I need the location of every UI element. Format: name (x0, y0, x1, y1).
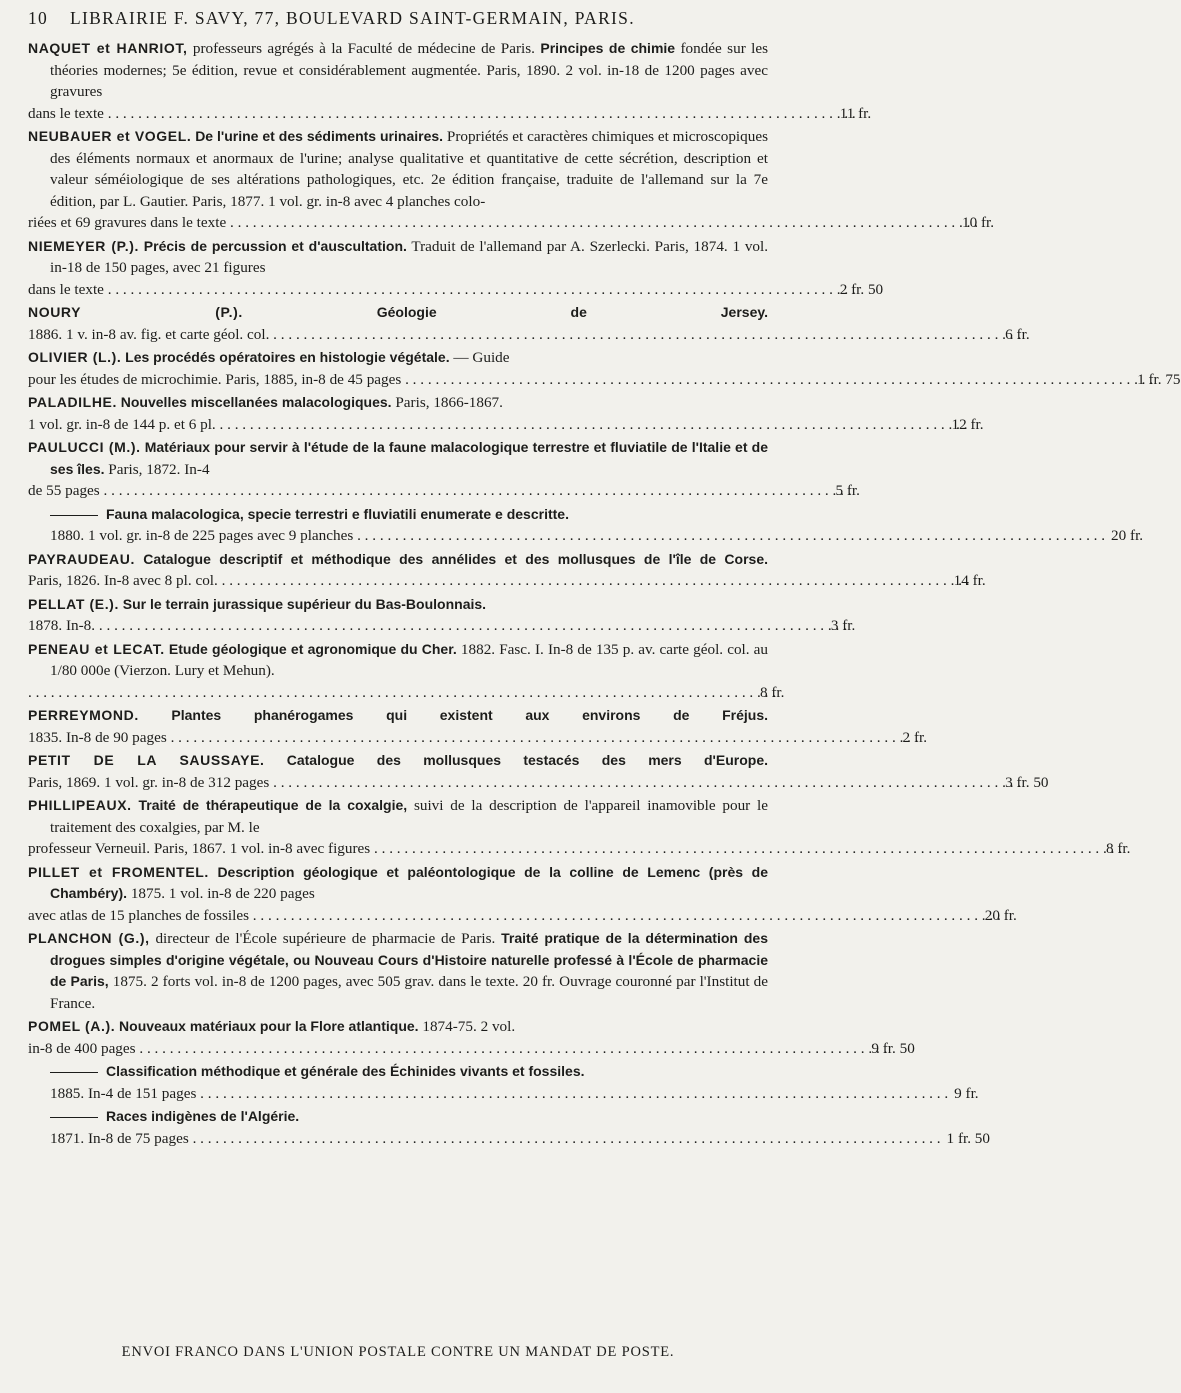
catalog-entry (28, 302, 1030, 345)
entry-price: 10 fr. (961, 214, 995, 231)
entry-price: 6 fr. (1005, 325, 1030, 343)
catalog-entry (28, 795, 1131, 860)
catalog-entry (28, 750, 1049, 793)
entry-author: PAYRAUDEAU. (28, 550, 135, 567)
catalog-entry (28, 126, 995, 234)
entry-text: Propriétés et caractères chimiques et microscopiques des éléments normaux et anormaux de l'urine; analyse qualitative et quantitative de cette sécrétion, description et valeur séméiologique de ses altérations pathologiques, etc. 2e édition française, traduite de l'allemand sur la 7e édition, par L. Gautier. Paris, 1877. 1 vol. gr. in-8 avec 4 planches colo- (50, 128, 768, 210)
catalog-entry (28, 347, 1181, 390)
entry-author: PELLAT (E.). (28, 595, 119, 612)
entry-author: NEUBAUER et VOGEL. (28, 128, 192, 144)
catalog-entry (28, 928, 768, 1014)
entry-price: 8 fr. (1105, 840, 1131, 857)
entry-text (139, 707, 172, 724)
entry-text (243, 304, 377, 321)
entry-price-line (28, 615, 856, 637)
entry-price-line (28, 727, 928, 749)
entry-price: 20 fr. (1111, 527, 1144, 544)
entry-title: De l'urine et des sédiments urinaires. (195, 128, 444, 144)
catalog-entry (28, 1016, 915, 1059)
catalog-entry (28, 504, 1144, 547)
entry-price-line (28, 1038, 915, 1060)
entry-author: PENEAU et LECAT. (28, 640, 165, 657)
entry-price: 3 fr. 50 (1005, 773, 1049, 791)
entry-last-line: dans le texte (28, 104, 104, 122)
entry-last-line: 1880. 1 vol. gr. in-8 de 225 pages avec 9 planches (50, 527, 354, 544)
entry-text: 1874-75. 2 vol. (418, 1018, 516, 1035)
entry-last-line: 1885. In-4 de 151 pages (50, 1084, 197, 1102)
entry-price: 20 fr. (984, 906, 1017, 924)
entry-title: Géologie de Jersey. (376, 304, 768, 320)
entry-last-line: Paris, 1826. In-8 avec 8 pl. col. (28, 572, 218, 589)
entry-text: 1875. 1 vol. in-8 de 220 pages (127, 885, 315, 902)
entry-price-line (50, 525, 1144, 547)
entry-last-line: in-8 de 400 pages (28, 1039, 136, 1057)
entry-last-line: dans le texte (28, 280, 104, 298)
entry-price: 1 fr. 50 (946, 1129, 990, 1147)
entry-author: NIEMEYER (P.). (28, 237, 140, 254)
entry-author: POMEL (A.). (28, 1018, 116, 1034)
entry-price-line (28, 480, 860, 502)
catalog-entries (28, 38, 1181, 1151)
dot-leader (28, 772, 1021, 794)
dot-leader (28, 838, 1122, 860)
entry-last-line: riées et 69 gravures dans le texte (28, 214, 227, 231)
running-title: LIBRAIRIE F. SAVY, 77, BOULEVARD SAINT-GERMAIN, PARIS. (70, 8, 635, 28)
entry-price: 12 fr. (951, 415, 984, 433)
entry-text: Paris, 1872. In-4 (104, 460, 210, 478)
entry-title: Plantes phanérogames qui existent aux environs de Fréjus. (171, 707, 768, 723)
entry-last-line: 1886. 1 v. in-8 av. fig. et carte géol. col. (28, 325, 270, 343)
dot-leader (28, 324, 1021, 346)
entry-last-line: pour les études de microchimie. Paris, 1885, in-8 de 45 pages (28, 370, 402, 388)
entry-price: 11 fr. (839, 104, 872, 122)
entry-price-line (28, 324, 1030, 346)
entry-price: 9 fr. 50 (871, 1039, 915, 1057)
entry-price-line (28, 905, 1017, 927)
dot-leader (28, 727, 919, 749)
page-header (28, 8, 768, 29)
catalog-entry (28, 1061, 979, 1104)
entry-text: professeurs agrégés à la Faculté de médecine de Paris. (187, 40, 541, 57)
catalog-entry (28, 639, 785, 704)
entry-title: Précis de percussion et d'auscultation. (143, 237, 407, 254)
entry-text: 1875. 2 forts vol. in-8 de 1200 pages, avec 505 grav. dans le texte. 20 fr. Ouvrage couronné par l'Institut de France. (50, 973, 768, 1012)
dot-leader (28, 905, 1001, 927)
entry-last-line: 1878. In-8. (28, 617, 96, 634)
catalog-entry (28, 705, 928, 748)
entry-text: directeur de l'École supérieure de pharmacie de Paris. (149, 930, 502, 947)
entry-price-line (28, 570, 986, 592)
entry-author: NAQUET et HANRIOT, (28, 40, 188, 56)
entry-last-line: 1835. In-8 de 90 pages (28, 728, 167, 746)
entry-price-line (28, 279, 884, 301)
entry-price-line (28, 838, 1131, 860)
entry-author: PAULUCCI (M.). (28, 439, 141, 455)
entry-text: — Guide (449, 349, 510, 366)
catalog-entry (28, 862, 1017, 927)
entry-text: Paris, 1866-1867. (391, 394, 503, 411)
ditto-dash (50, 1117, 98, 1118)
entry-title: Etude géologique et agronomique du Cher. (168, 640, 457, 657)
dot-leader (50, 1128, 941, 1150)
entry-author: PETIT DE LA SAUSSAYE. (28, 752, 265, 768)
entry-title: Nouveaux matériaux pour la Flore atlantique. (119, 1018, 419, 1034)
entry-title: Classification méthodique et générale des Échinides vivants et fossiles. (106, 1063, 585, 1079)
entry-price-line (28, 212, 995, 234)
dot-leader (28, 369, 1153, 391)
entry-last-line: avec atlas de 15 planches de fossiles (28, 906, 249, 924)
entry-title: Traité de thérapeutique de la coxalgie, (138, 797, 408, 813)
entry-author: NOURY (P.). (28, 304, 243, 320)
entry-price-line (50, 1083, 979, 1105)
dot-leader (28, 570, 970, 592)
entry-title: Fauna malacologica, specie terrestri e fluviatili enumerate e descritte. (106, 505, 569, 522)
dot-leader (28, 414, 968, 436)
dot-leader (28, 1038, 887, 1060)
catalog-entry (28, 1106, 990, 1149)
entry-title: Sur le terrain jurassique supérieur du Bas-Boulonnais. (122, 595, 487, 612)
entry-price-line (28, 414, 984, 436)
entry-title: Les procédés opératoires en histologie végétale. (125, 349, 450, 365)
entry-price-line (28, 772, 1049, 794)
entry-title: Matériaux pour servir à l'étude de la faune malacologique terrestre et fluviatile de l'Italie et de ses îles. (50, 439, 769, 477)
entry-title: Catalogue descriptif et méthodique des annélides et des mollusques de l'île de Corse. (143, 550, 769, 567)
ditto-dash (50, 1072, 98, 1073)
entry-last-line: de 55 pages (28, 482, 100, 499)
entry-text (135, 551, 143, 568)
entry-price: 2 fr. (902, 728, 928, 746)
dot-leader (28, 103, 856, 125)
entry-price-line (28, 369, 1181, 391)
entry-price-line (50, 682, 785, 704)
entry-price: 14 fr. (953, 572, 986, 589)
entry-author: PHILLIPEAUX. (28, 797, 132, 813)
ditto-dash (50, 515, 98, 516)
page-footer: ENVOI FRANCO DANS L'UNION POSTALE CONTRE UN MANDAT DE POSTE. (121, 1344, 675, 1360)
dot-leader (28, 212, 978, 234)
entry-title: Nouvelles miscellanées malacologiques. (120, 394, 392, 410)
entry-price: 2 fr. 50 (839, 280, 884, 298)
entry-author: PLANCHON (G.), (28, 930, 150, 946)
entry-text (265, 752, 287, 769)
entry-price: 8 fr. (759, 683, 785, 701)
entry-title: Description géologique et paléontologique de la colline de Lemenc (près de Chambéry). (50, 863, 768, 901)
entry-last-line: professeur Verneuil. Paris, 1867. 1 vol. in-8 avec figures (28, 840, 371, 857)
dot-leader (28, 279, 856, 301)
dot-leader (50, 1083, 948, 1105)
entry-title: Catalogue des mollusques testacés des mers d'Europe. (286, 752, 769, 768)
entry-author: PILLET et FROMENTEL. (28, 863, 209, 880)
dot-leader (28, 480, 851, 502)
entry-author: PALADILHE. (28, 394, 117, 410)
entry-price: 1 fr. 75 (1137, 370, 1181, 388)
entry-price-line (50, 1128, 990, 1150)
entry-price: 9 fr. (954, 1084, 979, 1102)
dot-leader (50, 682, 776, 704)
catalog-entry (28, 38, 872, 124)
entry-last-line: 1871. In-8 de 75 pages (50, 1129, 189, 1147)
entry-last-line: 1 vol. gr. in-8 de 144 p. et 6 pl. (28, 415, 216, 433)
entry-text: suivi de la description de l'appareil inamovible pour le traitement des coxalgies, par M. le (50, 797, 769, 836)
page-number: 10 (28, 8, 49, 28)
catalog-entry (28, 594, 856, 637)
catalog-entry (28, 392, 984, 435)
entry-author: OLIVIER (L.). (28, 349, 122, 365)
entry-title: Races indigènes de l'Algérie. (106, 1108, 300, 1124)
entry-text: fondée sur les théories modernes; 5e édition, revue et considérablement augmentée. Paris, 1890. 2 vol. in-18 de 1200 pages avec gravures (50, 40, 769, 100)
dot-leader (50, 525, 1105, 547)
dot-leader (28, 615, 847, 637)
catalog-entry (28, 549, 986, 592)
catalog-entry (28, 236, 884, 301)
entry-text: 1882. Fasc. I. In-8 de 135 p. av. carte géol. col. au 1/80 000e (Vierzon. Lury et Mehun). (50, 640, 769, 679)
entry-price-line (28, 103, 872, 125)
entry-price: 3 fr. (830, 617, 856, 634)
entry-price: 5 fr. (835, 482, 860, 499)
entry-author: PERREYMOND. (28, 707, 139, 723)
entry-title: Principes de chimie (540, 40, 676, 56)
entry-title: Traité pratique de la détermination des drogues simples d'origine végétale, ou Nouveau Cours d'Histoire naturelle professé à l'École de pharmacie de Paris, (50, 930, 768, 989)
entry-last-line: Paris, 1869. 1 vol. gr. in-8 de 312 pages (28, 773, 270, 791)
catalog-entry (28, 437, 860, 502)
entry-text: Traduit de l'allemand par A. Szerlecki. Paris, 1874. 1 vol. in-18 de 150 pages, avec 21 figures (50, 237, 769, 276)
